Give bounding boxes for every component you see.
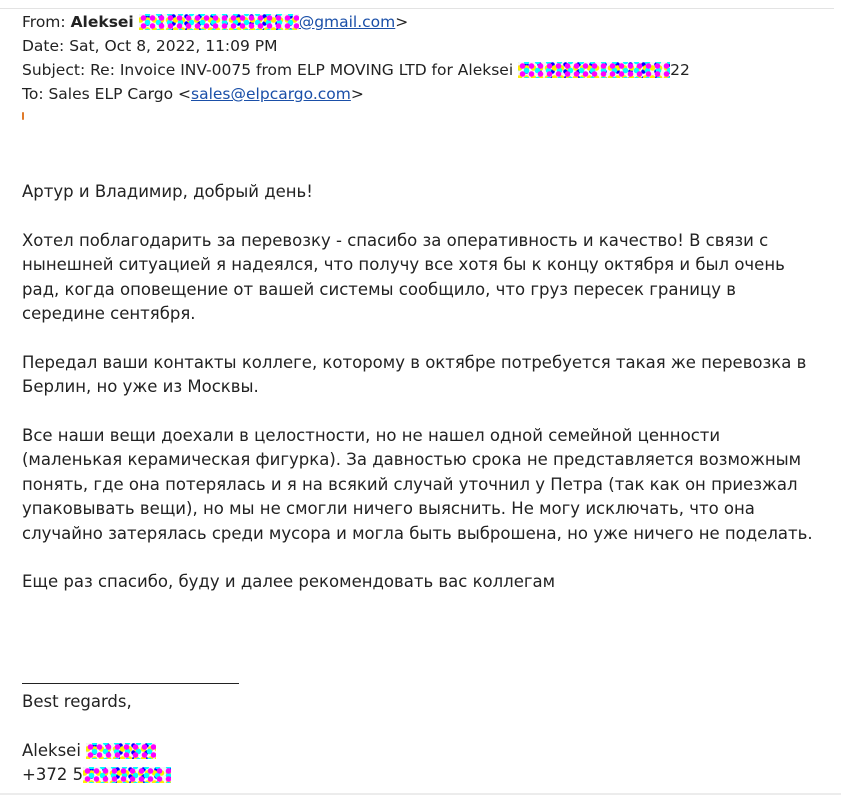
from-label: From: bbox=[22, 13, 66, 31]
paragraph-referral: Передал ваши контакты коллеге, которому в октябре потребуется такая же перевозка в Берлин, но уже из Москвы. bbox=[22, 352, 807, 396]
redacted-subject-part bbox=[518, 62, 670, 78]
signature-phone-row bbox=[22, 763, 171, 788]
signature-divider bbox=[22, 683, 239, 684]
paragraph-closing: Еще раз спасибо, буду и далее рекомендовать вас коллегам bbox=[22, 572, 556, 591]
redacted-sender-address bbox=[139, 14, 299, 30]
signature-phone: +372 5 bbox=[22, 765, 84, 784]
to-row bbox=[22, 82, 690, 106]
header-divider bbox=[0, 8, 834, 9]
signature-name: Aleksei bbox=[22, 740, 81, 760]
signature-name-row bbox=[22, 739, 171, 764]
to-prefix: To: Sales ELP Cargo < bbox=[22, 85, 192, 103]
subject-row bbox=[22, 58, 690, 82]
subject-text: Subject: Re: Invoice INV-0075 from ELP MOVING LTD for Aleksei bbox=[22, 61, 514, 79]
email-header bbox=[22, 10, 690, 106]
paragraph-lost-item: Все наши вещи доехали в целостности, но не нашел одной семейной ценности (маленькая керамическая фигурка). За давностью срока не представляется возможным понять, где она потерялась и я на всякий случай уточнил у Петра (так как он приезжал упаковывать вещи), но мы не смогли ничего выяснить. Не могу исключать, что она случайно затерялась среди мусора и могла быть выброшена, но уже ничего не поделать. bbox=[22, 425, 813, 543]
cursor-mark bbox=[22, 112, 24, 120]
email-body bbox=[22, 180, 822, 619]
redacted-phone bbox=[83, 767, 171, 783]
from-row bbox=[22, 10, 690, 34]
to-suffix: > bbox=[350, 85, 364, 103]
paragraph-thanks: Хотел поблагодарить за перевозку - спасибо за оперативность и качество! В связи с нынешней ситуацией я надеялся, что получу все хотя бы к концу октября и был очень рад, когда оповещение от вашей системы сообщило, что груз пересек границу в середине сентября. bbox=[22, 230, 785, 323]
from-close-bracket: > bbox=[395, 13, 409, 31]
signature-block bbox=[22, 690, 171, 788]
from-name: Aleksei bbox=[70, 13, 134, 31]
date-row: Date: Sat, Oct 8, 2022, 11:09 PM bbox=[22, 37, 278, 55]
from-email-link[interactable]: @gmail.com bbox=[298, 13, 396, 31]
greeting: Артур и Владимир, добрый день! bbox=[22, 182, 313, 201]
to-email-link[interactable]: sales@elpcargo.com bbox=[191, 85, 351, 103]
redacted-surname bbox=[86, 743, 156, 759]
signature-regards: Best regards, bbox=[22, 692, 132, 711]
subject-suffix: 22 bbox=[670, 61, 690, 79]
